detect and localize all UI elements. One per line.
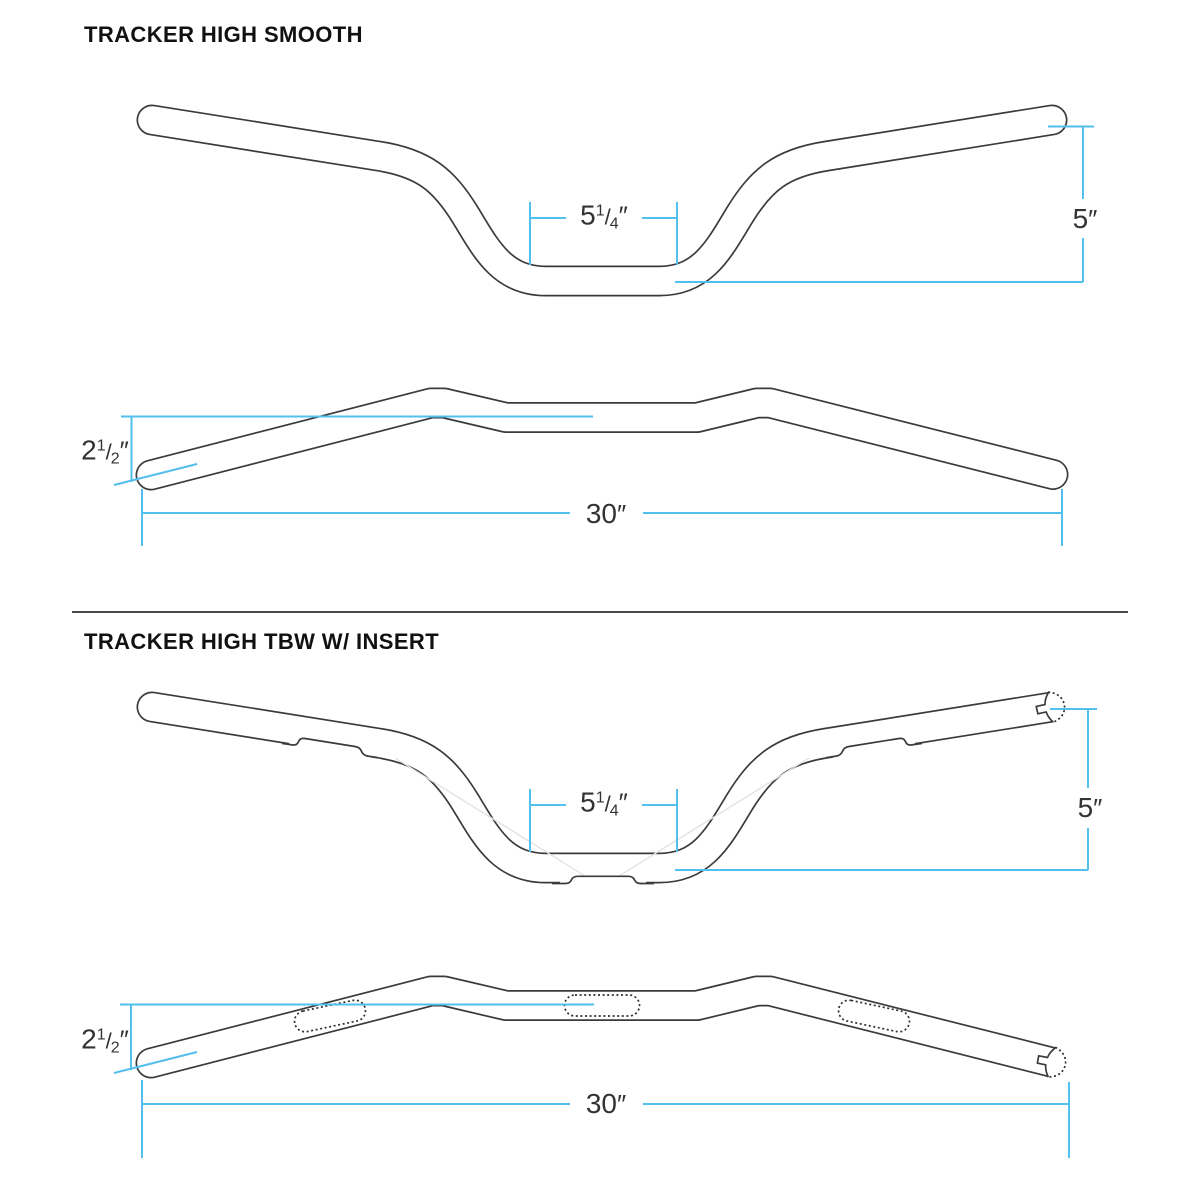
tbw-bottom-view <box>114 991 1084 1158</box>
dim-label-overall-width-smooth: 30″ <box>585 498 627 529</box>
dim-label-pullback-tbw: $2^1/2''$ <box>81 1023 129 1057</box>
section-1-title: TRACKER HIGH SMOOTH <box>84 22 363 47</box>
dim-label-pullback-smooth: $2^1/2''$ <box>81 434 129 468</box>
dim-label-center-width-tbw: $5^1/4''$ <box>580 786 628 820</box>
section-2-title: TRACKER HIGH TBW W/ INSERT <box>84 629 440 654</box>
dim-label-rise-tbw: 5″ <box>1077 792 1103 823</box>
dim-label-center-width-smooth: $5^1/4''$ <box>580 199 628 233</box>
handlebar-fill <box>152 707 1052 868</box>
handlebar-fill <box>151 991 1053 1063</box>
dim-label-overall-width-tbw: 30″ <box>585 1088 627 1119</box>
dim-label-rise-smooth: 5″ <box>1072 203 1098 234</box>
handlebar-fill <box>152 120 1052 281</box>
handlebar-fill <box>151 403 1053 475</box>
tbw-front-view <box>152 684 1097 883</box>
